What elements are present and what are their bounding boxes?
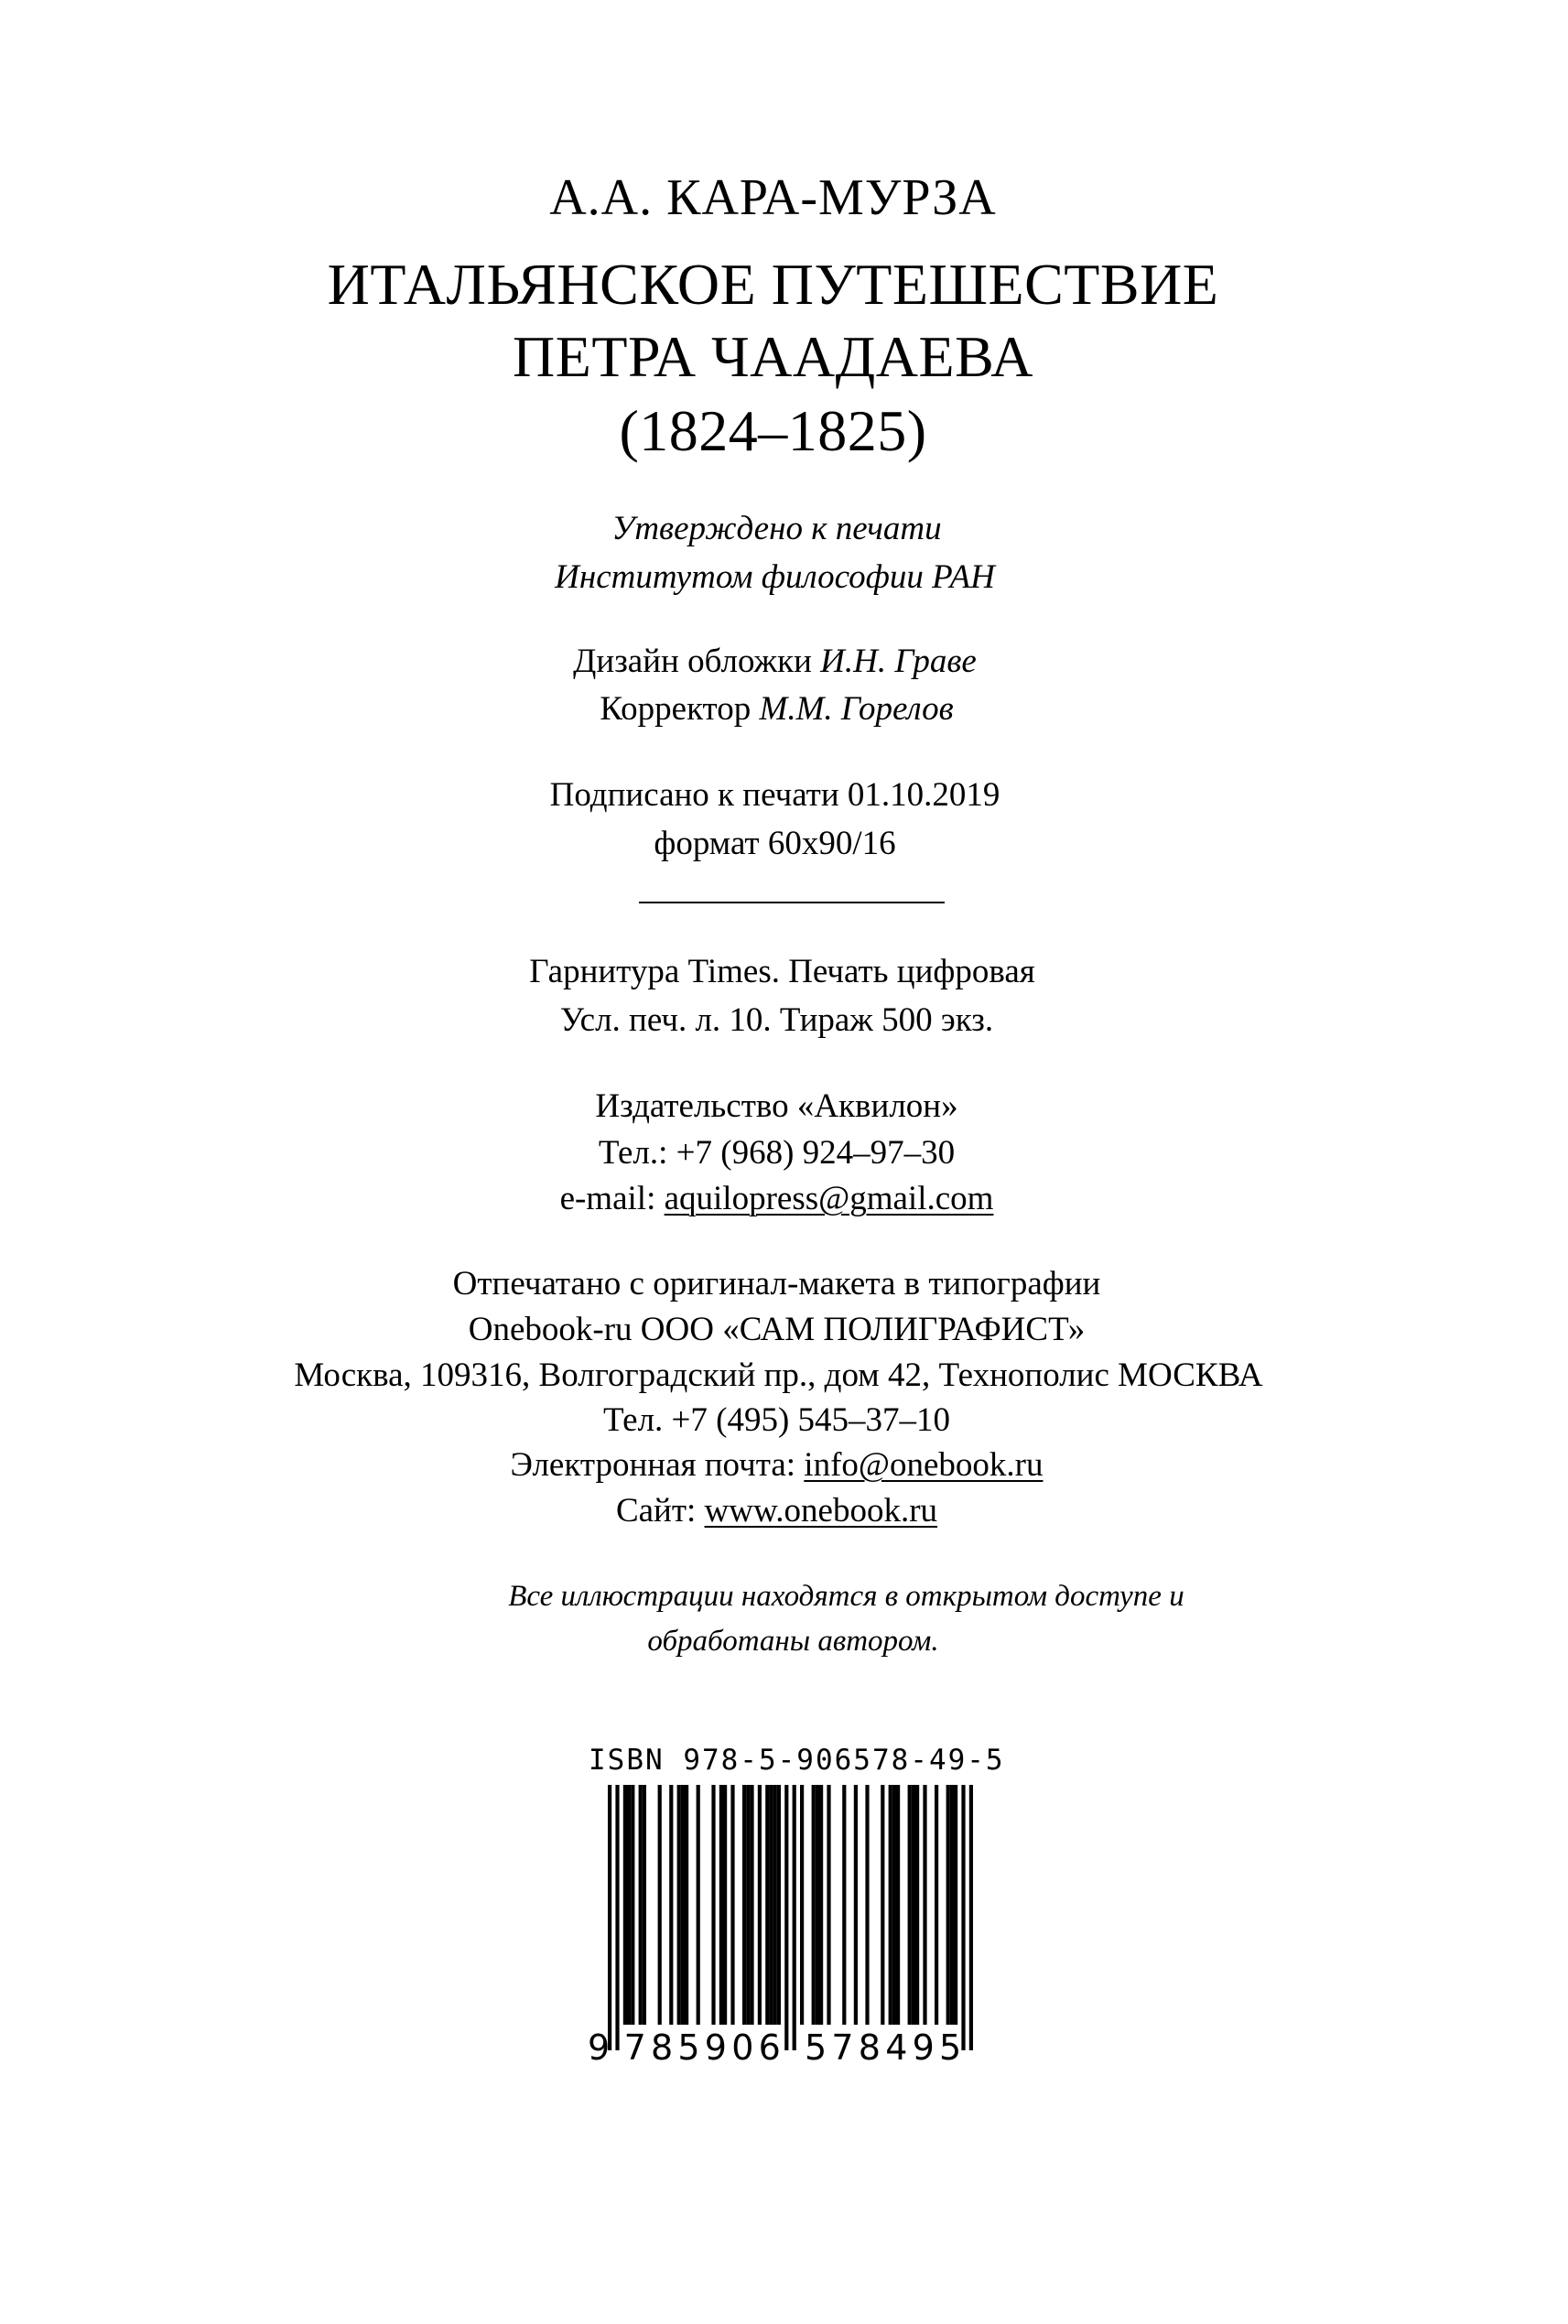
- barcode-bar: [719, 1785, 723, 2025]
- printer-email-link[interactable]: info@onebook.ru: [804, 1446, 1044, 1484]
- barcode-bar: [889, 1785, 892, 2025]
- barcode-bar: [697, 1785, 700, 2025]
- book-title-line-2: ПЕТРА ЧААДАЕВА: [513, 324, 1033, 389]
- barcode-digit: 0: [731, 2027, 754, 2068]
- printer-email-label: Электронная почта:: [510, 1446, 796, 1484]
- barcode-bar: [777, 1785, 781, 2025]
- barcode-digit: 7: [623, 2027, 646, 2068]
- printer-line-1: Отпечатано с оригинал-макета в типографии: [452, 1265, 1101, 1303]
- publisher-email-link[interactable]: aquilopress@gmail.com: [664, 1180, 994, 1217]
- barcode-bar: [816, 1785, 819, 2025]
- barcode-bar: [854, 1785, 858, 2025]
- printer-email-line: [0, 1448, 1561, 1482]
- cover-design-credit: [0, 644, 1559, 678]
- barcode-bar: [819, 1785, 823, 2025]
- printer-site-link[interactable]: www.onebook.ru: [704, 1492, 938, 1530]
- barcode-bar: [954, 1785, 957, 2025]
- barcode-bar: [812, 1785, 816, 2025]
- barcode-bar: [935, 1785, 938, 2025]
- barcode-bar: [769, 1785, 773, 2025]
- publisher-email-label: e-mail:: [559, 1180, 656, 1217]
- barcode-bar: [623, 1785, 627, 2025]
- barcode-bar: [711, 1785, 715, 2025]
- barcode-bar: [961, 1785, 965, 2050]
- print-volume-info: Усл. печ. л. 10. Тираж 500 экз.: [559, 1001, 994, 1039]
- barcode-bar: [615, 1785, 619, 2050]
- barcode-bar: [923, 1785, 926, 2025]
- barcode-bar: [643, 1785, 646, 2025]
- barcode-digit: 5: [939, 2027, 962, 2068]
- barcode-bar: [800, 1785, 804, 2025]
- barcode-digit: 9: [912, 2027, 935, 2068]
- barcode-bar: [865, 1785, 869, 2025]
- typeface-info: Гарнитура Times. Печать цифровая: [529, 953, 1035, 990]
- barcode-bar: [969, 1785, 973, 2050]
- barcode-bar: [896, 1785, 900, 2025]
- barcode-bar: [842, 1785, 846, 2025]
- approval-line-2: Институтом философии РАН: [555, 558, 995, 596]
- barcode-bar: [669, 1785, 673, 2025]
- barcode-bar: [723, 1785, 727, 2025]
- barcode-bar: [892, 1785, 896, 2025]
- barcode-bar: [912, 1785, 915, 2025]
- barcode-bar: [742, 1785, 746, 2025]
- barcode-bar: [631, 1785, 634, 2025]
- barcode-digit: 7: [831, 2027, 854, 2068]
- publisher-email-line: [0, 1182, 1561, 1216]
- corrector-credit: [0, 692, 1561, 726]
- barcode-bar: [915, 1785, 919, 2025]
- illustrations-note-line-1: Все иллюстрации находятся в открытом доступе и: [508, 1580, 1184, 1613]
- barcode-bar: [730, 1785, 734, 2025]
- author-name: А.А. КАРА-МУРЗА: [549, 169, 997, 226]
- publisher-phone: Тел.: +7 (968) 924–97–30: [598, 1134, 956, 1172]
- cover-design-label: Дизайн обложки: [573, 643, 812, 680]
- barcode-digit: 9: [588, 2027, 611, 2068]
- barcode-digit: 4: [885, 2027, 908, 2068]
- barcode-bar: [627, 1785, 631, 2025]
- barcode-bar: [827, 1785, 830, 2025]
- barcode-bar: [658, 1785, 662, 2025]
- barcode-bar: [908, 1785, 912, 2025]
- barcode-bar: [765, 1785, 769, 2025]
- printer-site-label: Сайт:: [615, 1492, 697, 1530]
- printer-address: Москва, 109316, Волгоградский пр., дом 42, Технополис МОСКВА: [294, 1357, 1263, 1394]
- barcode-bar: [639, 1785, 643, 2025]
- barcode-bar: [750, 1785, 753, 2025]
- isbn-barcode: [586, 1785, 989, 2078]
- isbn-label: ISBN 978-5-906578-49-5: [589, 1744, 1005, 1777]
- barcode-bar: [746, 1785, 750, 2025]
- approval-line-1: Утверждено к печати: [611, 510, 942, 547]
- barcode-digit: 6: [758, 2027, 781, 2068]
- barcode-digit: 5: [805, 2027, 827, 2068]
- illustrations-note-line-2: обработаны автором.: [647, 1625, 939, 1658]
- barcode-digit: 8: [651, 2027, 674, 2068]
- barcode-bar: [946, 1785, 950, 2025]
- corrector-name: М.М. Горелов: [759, 690, 954, 728]
- printer-site-line: [0, 1494, 1561, 1528]
- barcode-bar: [681, 1785, 685, 2025]
- barcode-bar: [608, 1785, 611, 2050]
- paper-format: формат 60х90/16: [654, 825, 896, 862]
- barcode-bar: [677, 1785, 681, 2025]
- separator-rule: [639, 902, 945, 903]
- barcode-digit: 5: [677, 2027, 700, 2068]
- signed-for-print: Подписано к печати 01.10.2019: [549, 776, 1000, 814]
- printer-phone: Тел. +7 (495) 545–37–10: [602, 1401, 951, 1439]
- printer-line-2: Onebook-ru ООО «САМ ПОЛИГРАФИСТ»: [468, 1311, 1086, 1348]
- barcode-bar: [758, 1785, 762, 2025]
- book-title-years: (1824–1825): [619, 398, 927, 463]
- publisher-name: Издательство «Аквилон»: [595, 1087, 958, 1125]
- book-title-line-1: ИТАЛЬЯНСКОЕ ПУТЕШЕСТВИЕ: [327, 252, 1219, 317]
- barcode-bar: [881, 1785, 884, 2025]
- corrector-label: Корректор: [600, 690, 752, 728]
- barcode-bar: [950, 1785, 954, 2025]
- barcode-bar: [793, 1785, 796, 2050]
- barcode-digit: 9: [704, 2027, 727, 2068]
- barcode-bar: [773, 1785, 777, 2025]
- cover-design-name: И.Н. Граве: [820, 643, 977, 680]
- barcode-bar: [685, 1785, 688, 2025]
- barcode-digit: 8: [858, 2027, 881, 2068]
- barcode-bar: [784, 1785, 788, 2050]
